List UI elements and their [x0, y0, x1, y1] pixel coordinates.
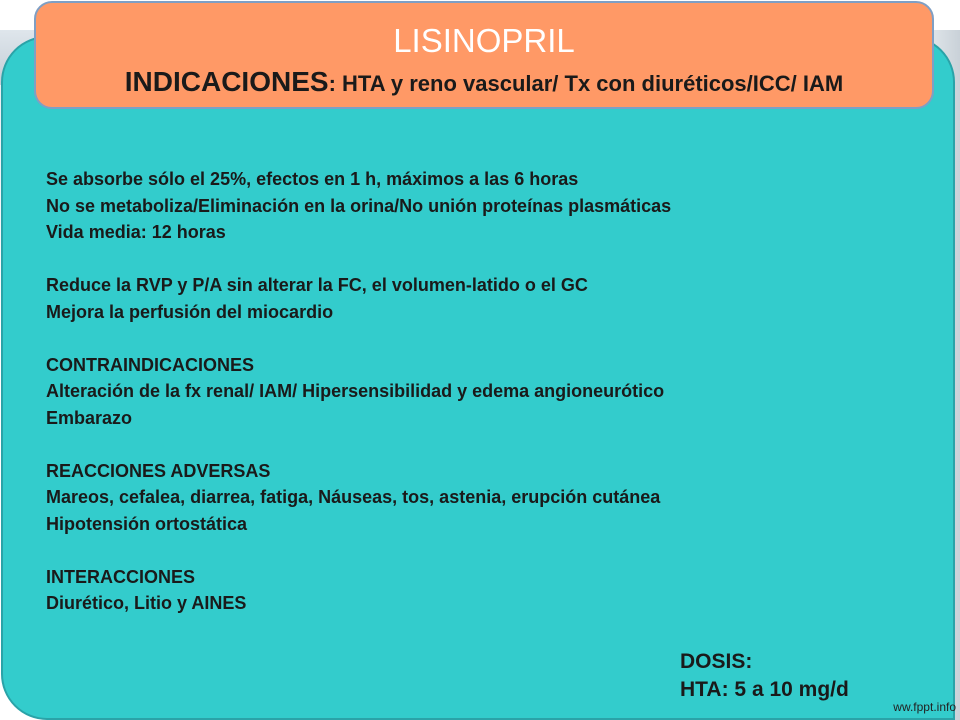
- interaction-item: Diurético, Litio y AINES: [46, 593, 247, 613]
- contraindication-item: Alteración de la fx renal/ IAM/ Hipersensibilidad y edema angioneurótico: [46, 381, 665, 401]
- indications-line: [36, 65, 932, 104]
- contraindications-heading: CONTRAINDICACIONES: [46, 354, 255, 375]
- pk-line-absorption: Se absorbe sólo el 25%, efectos en 1 h, máximos a las 6 horas: [46, 169, 579, 189]
- contraindication-item: Embarazo: [46, 407, 133, 428]
- effect-line-rvp: Reduce la RVP y P/A sin alterar la FC, el volumen-latido o el GC: [46, 275, 588, 295]
- dosis-value: HTA: 5 a 10 mg/d: [680, 678, 849, 701]
- body-text: [46, 166, 926, 617]
- indications-label: INDICACIONES: [124, 66, 329, 97]
- spacer: [46, 325, 926, 352]
- spacer: [46, 246, 926, 273]
- adverse-reactions-heading: REACCIONES ADVERSAS: [46, 460, 271, 481]
- pk-line-elimination: No se metaboliza/Eliminación en la orina/No unión proteínas plasmáticas: [46, 195, 672, 216]
- pk-line-half-life: Vida media: 12 horas: [46, 222, 226, 242]
- slide-title: LISINOPRIL: [393, 22, 575, 59]
- effect-line-perfusion: Mejora la perfusión del miocardio: [46, 301, 334, 322]
- indications-text: : HTA y reno vascular/ Tx con diuréticos/ICC/ IAM: [328, 71, 844, 96]
- adverse-reaction-item: Mareos, cefalea, diarrea, fatiga, Náuseas, tos, astenia, erupción cutánea: [46, 487, 661, 507]
- spacer: [46, 431, 926, 458]
- title-box: [34, 1, 934, 109]
- footer-watermark: ww.fppt.info: [893, 700, 956, 714]
- dosis-block: [680, 648, 920, 704]
- spacer: [46, 537, 926, 564]
- dosis-label: DOSIS:: [680, 650, 753, 673]
- interactions-heading: INTERACCIONES: [46, 566, 196, 587]
- adverse-reaction-item: Hipotensión ortostática: [46, 513, 248, 534]
